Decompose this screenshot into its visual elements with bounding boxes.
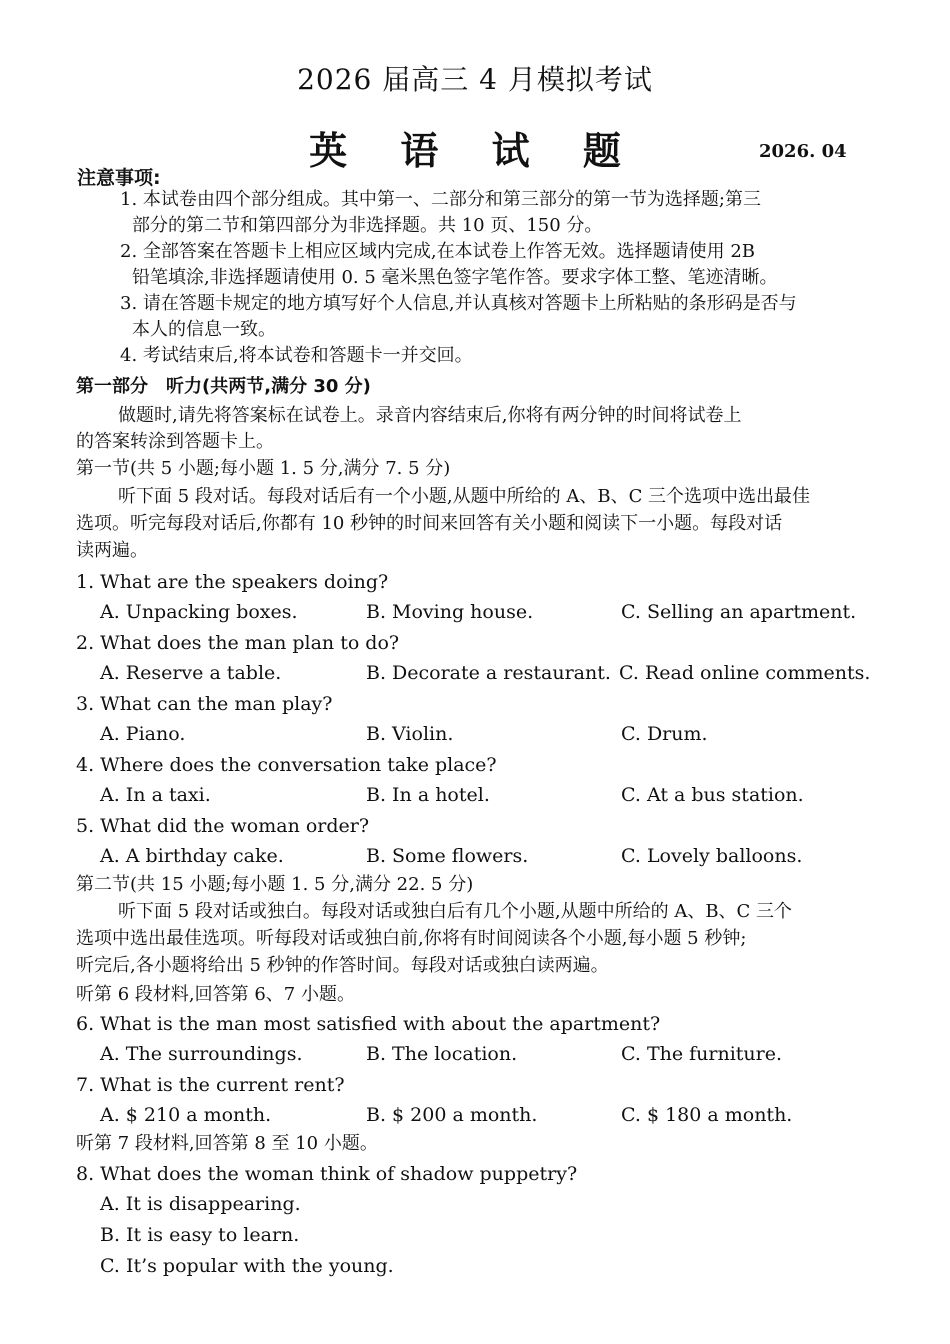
question-3: 3. What can the man play? — [76, 693, 333, 715]
exam-title: 2026 届高三 4 月模拟考试 — [297, 63, 653, 96]
q3-option-a: A. Piano. — [100, 723, 186, 745]
note-line: 1. 本试卷由四个部分组成。其中第一、二部分和第三部分的第一节为选择题;第三 — [120, 189, 761, 210]
q3-option-c: C. Drum. — [621, 723, 708, 745]
note-line: 3. 请在答题卡规定的地方填写好个人信息,并认真核对答题卡上所粘贴的条形码是否与 — [120, 293, 797, 314]
q8-option-c: C. It’s popular with the young. — [100, 1255, 394, 1277]
note-line: 本人的信息一致。 — [132, 319, 276, 340]
question-2: 2. What does the man plan to do? — [76, 632, 400, 654]
q7-option-a: A. $ 210 a month. — [100, 1104, 272, 1126]
question-5: 5. What did the woman order? — [76, 815, 370, 837]
q2-option-b: B. Decorate a restaurant. — [366, 662, 611, 684]
section2-intro: 听下面 5 段对话或独白。每段对话或独白后有几个小题,从题中所给的 A、B、C 三个 — [118, 901, 793, 922]
q6-option-b: B. The location. — [366, 1043, 518, 1065]
question-8: 8. What does the woman think of shadow puppetry? — [76, 1163, 578, 1185]
section1-heading: 第一节(共 5 小题;每小题 1. 5 分,满分 7. 5 分) — [76, 458, 451, 479]
note-line: 部分的第二节和第四部分为非选择题。共 10 页、150 分。 — [132, 215, 603, 236]
section1-intro: 听下面 5 段对话。每段对话后有一个小题,从题中所给的 A、B、C 三个选项中选出最佳 — [118, 486, 811, 507]
subject-title: 英 语 试 题 — [309, 129, 641, 173]
q4-option-b: B. In a hotel. — [366, 784, 490, 806]
exam-date: 2026. 04 — [759, 141, 847, 162]
q5-option-b: B. Some flowers. — [366, 845, 529, 867]
q6-option-a: A. The surroundings. — [100, 1043, 303, 1065]
part1-intro: 做题时,请先将答案标在试卷上。录音内容结束后,你将有两分钟的时间将试卷上 — [118, 405, 742, 426]
section2-intro: 选项中选出最佳选项。听每段对话或独白前,你将有时间阅读各个小题,每小题 5 秒钟; — [76, 928, 747, 949]
q2-option-a: A. Reserve a table. — [100, 662, 282, 684]
q5-option-a: A. A birthday cake. — [100, 845, 284, 867]
q8-option-b: B. It is easy to learn. — [100, 1224, 300, 1246]
section2-intro: 听完后,各小题将给出 5 秒钟的作答时间。每段对话或独白读两遍。 — [76, 955, 609, 976]
note-line: 2. 全部答案在答题卡上相应区域内完成,在本试卷上作答无效。选择题请使用 2B — [120, 241, 756, 262]
section1-intro: 选项。听完每段对话后,你都有 10 秒钟的时间来回答有关小题和阅读下一小题。每段对话 — [76, 513, 783, 534]
q5-option-c: C. Lovely balloons. — [621, 845, 803, 867]
section1-intro: 读两遍。 — [76, 540, 148, 561]
question-1: 1. What are the speakers doing? — [76, 571, 389, 593]
section2-heading: 第二节(共 15 小题;每小题 1. 5 分,满分 22. 5 分) — [76, 874, 474, 895]
question-6: 6. What is the man most satisfied with about the apartment? — [76, 1013, 661, 1035]
material-6-instruction: 听第 6 段材料,回答第 6、7 小题。 — [76, 984, 355, 1005]
note-line: 铅笔填涂,非选择题请使用 0. 5 毫米黑色签字笔作答。要求字体工整、笔迹清晰。 — [132, 267, 778, 288]
question-7: 7. What is the current rent? — [76, 1074, 345, 1096]
q3-option-b: B. Violin. — [366, 723, 454, 745]
q8-option-a: A. It is disappearing. — [100, 1193, 301, 1215]
part1-heading: 第一部分 听力(共两节,满分 30 分) — [76, 376, 371, 397]
q2-option-c: C. Read online comments. — [619, 662, 871, 684]
q7-option-b: B. $ 200 a month. — [366, 1104, 538, 1126]
q1-option-a: A. Unpacking boxes. — [100, 601, 298, 623]
material-7-instruction: 听第 7 段材料,回答第 8 至 10 小题。 — [76, 1133, 378, 1154]
notes-heading: 注意事项: — [77, 167, 161, 189]
question-4: 4. Where does the conversation take place? — [76, 754, 497, 776]
q4-option-a: A. In a taxi. — [100, 784, 211, 806]
q1-option-b: B. Moving house. — [366, 601, 534, 623]
q6-option-c: C. The furniture. — [621, 1043, 783, 1065]
q1-option-c: C. Selling an apartment. — [621, 601, 857, 623]
q7-option-c: C. $ 180 a month. — [621, 1104, 793, 1126]
part1-intro: 的答案转涂到答题卡上。 — [76, 431, 274, 452]
note-line: 4. 考试结束后,将本试卷和答题卡一并交回。 — [120, 345, 473, 366]
q4-option-c: C. At a bus station. — [621, 784, 804, 806]
